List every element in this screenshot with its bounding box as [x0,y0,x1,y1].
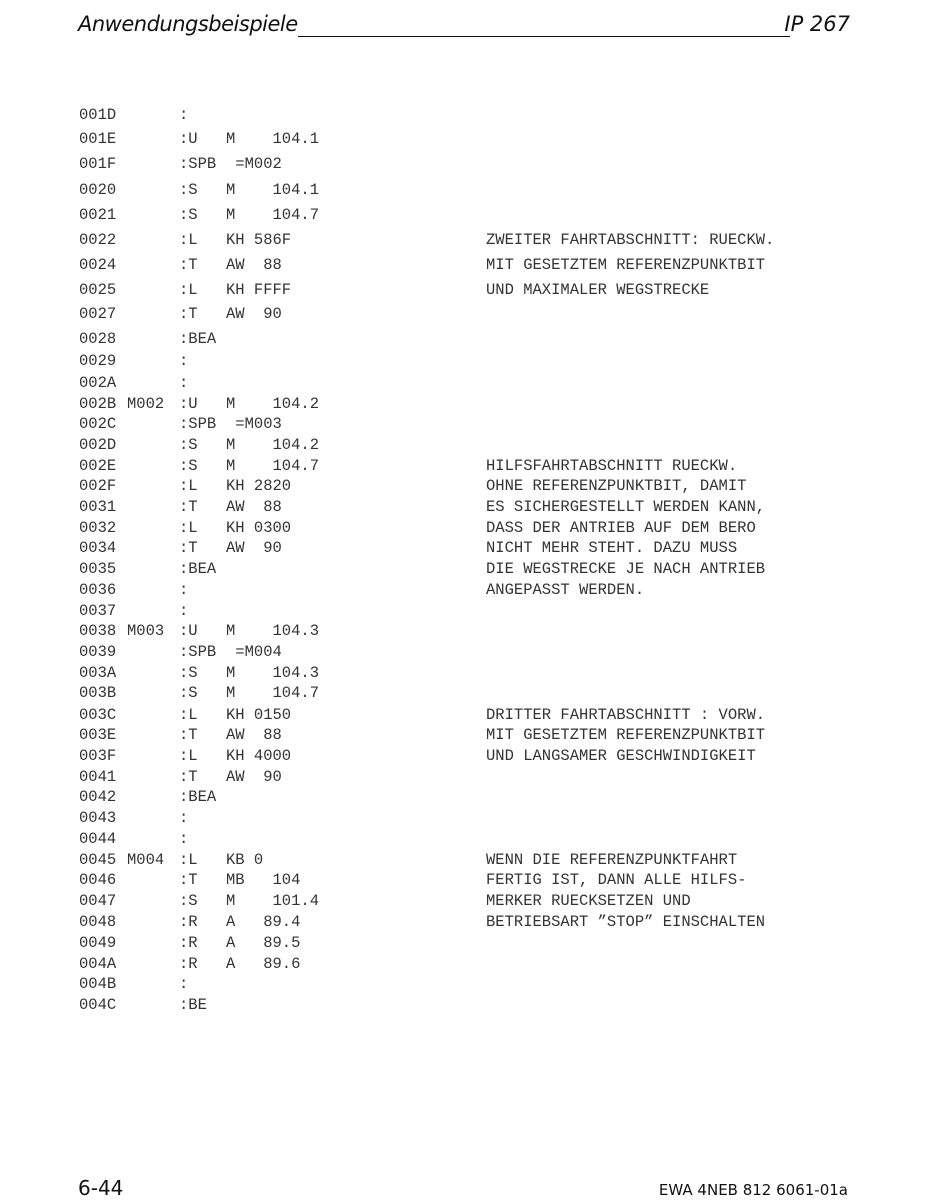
line-operation: :T [179,768,198,786]
line-operand: AW 90 [226,539,282,557]
section-title: Anwendungsbeispiele [78,12,298,36]
line-address: 0031 [79,498,117,516]
line-operand: MB 104 [226,871,301,889]
line-operation: : [179,809,189,827]
line-operation: :R [179,955,198,973]
line-operand: M 104.1 [226,130,320,148]
line-operation: :BEA [179,788,217,806]
line-operation: :T [179,539,198,557]
line-address: 002E [79,457,117,475]
line-operand: A 89.5 [226,934,301,952]
line-comment: MIT GESETZTEM REFERENZPUNKTBIT [486,256,766,274]
line-comment: WENN DIE REFERENZPUNKTFAHRT [486,851,738,869]
line-operand: A 89.4 [226,913,301,931]
line-comment: FERTIG IST, DANN ALLE HILFS- [486,871,747,889]
line-address: 0029 [79,352,117,370]
line-address: 0038 [79,622,117,640]
line-address: 003F [79,747,117,765]
line-address: 0048 [79,913,117,931]
line-operation: :S [179,181,198,199]
line-operand: KH FFFF [226,281,292,299]
line-operation: :SPB [179,155,217,173]
line-comment: BETRIEBSART ”STOP” EINSCHALTEN [486,913,766,931]
line-address: 001F [79,155,117,173]
line-address: 002B [79,395,117,413]
line-address: 0047 [79,892,117,910]
line-operation: : [179,352,189,370]
line-operation: :T [179,256,198,274]
line-operand: AW 90 [226,768,282,786]
header-rule [298,36,790,37]
line-comment: NICHT MEHR STEHT. DAZU MUSS [486,539,738,557]
line-operation: : [179,581,189,599]
line-operation: :BEA [179,330,217,348]
line-address: 0041 [79,768,117,786]
line-operand: AW 88 [226,256,282,274]
document-reference: EWA 4NEB 812 6061-01a [658,1181,848,1199]
line-operation: :S [179,664,198,682]
line-address: 003C [79,706,117,724]
line-address: 002F [79,477,117,495]
line-operation: : [179,975,189,993]
line-operation: :BE [179,996,207,1014]
line-address: 002A [79,374,117,392]
line-operation: :L [179,851,198,869]
line-operation: :T [179,305,198,323]
line-label: M002 [127,395,165,413]
line-operation: :L [179,231,198,249]
page-header [78,10,850,40]
line-comment: UND MAXIMALER WEGSTRECKE [486,281,710,299]
line-operation: :T [179,726,198,744]
line-address: 004B [79,975,117,993]
line-address: 001E [79,130,117,148]
line-operation: :S [179,892,198,910]
line-operation: :SPB [179,415,217,433]
line-operand: M 104.1 [226,181,320,199]
line-comment: DASS DER ANTRIEB AUF DEM BERO [486,519,756,537]
line-operation: :S [179,436,198,454]
line-operation: : [179,602,189,620]
line-operand: M 104.2 [226,395,320,413]
line-address: 002C [79,415,117,433]
line-address: 0021 [79,206,117,224]
line-address: 0045 [79,851,117,869]
line-operand: A 89.6 [226,955,301,973]
line-operation: :U [179,130,198,148]
line-operation: :U [179,395,198,413]
line-comment: MERKER RUECKSETZEN UND [486,892,691,910]
line-operand: AW 90 [226,305,282,323]
line-address: 003A [79,664,117,682]
line-operand: =M002 [226,155,282,173]
line-operand: M 104.3 [226,664,320,682]
line-operation: :L [179,706,198,724]
line-comment: MIT GESETZTEM REFERENZPUNKTBIT [486,726,766,744]
line-operation: :BEA [179,560,217,578]
line-operand: =M004 [226,643,282,661]
line-address: 0037 [79,602,117,620]
line-operation: :L [179,747,198,765]
line-address: 0028 [79,330,117,348]
line-comment: DRITTER FAHRTABSCHNITT : VORW. [486,706,766,724]
line-label: M004 [127,851,165,869]
line-address: 001D [79,106,117,124]
line-operation: :L [179,519,198,537]
line-address: 0035 [79,560,117,578]
line-address: 004A [79,955,117,973]
line-operand: M 104.2 [226,436,320,454]
line-operation: : [179,374,189,392]
line-comment: HILFSFAHRTABSCHNITT RUECKW. [486,457,738,475]
line-comment: ZWEITER FAHRTABSCHNITT: RUECKW. [486,231,775,249]
line-address: 0024 [79,256,117,274]
line-operand: KH 2820 [226,477,292,495]
line-operation: :S [179,684,198,702]
line-operand: AW 88 [226,726,282,744]
line-operand: =M003 [226,415,282,433]
line-operation: :T [179,871,198,889]
line-address: 004C [79,996,117,1014]
line-operand: KH 0150 [226,706,292,724]
line-operand: KH 586F [226,231,292,249]
line-operand: M 104.7 [226,206,320,224]
line-comment: UND LANGSAMER GESCHWINDIGKEIT [486,747,756,765]
line-address: 003E [79,726,117,744]
line-operation: : [179,106,189,124]
line-operand: KH 0300 [226,519,292,537]
line-address: 0027 [79,305,117,323]
line-operand: M 104.7 [226,457,320,475]
line-address: 0039 [79,643,117,661]
line-operand: KB 0 [226,851,264,869]
line-comment: ANGEPASST WERDEN. [486,581,645,599]
line-address: 0020 [79,181,117,199]
line-operation: :S [179,457,198,475]
page-number: 6-44 [78,1176,124,1200]
line-operation: :T [179,498,198,516]
line-address: 002D [79,436,117,454]
line-operation: :S [179,206,198,224]
line-operation: :SPB [179,643,217,661]
line-operation: : [179,830,189,848]
line-address: 0032 [79,519,117,537]
line-operation: :L [179,477,198,495]
line-operand: M 104.3 [226,622,320,640]
line-address: 0046 [79,871,117,889]
line-address: 0036 [79,581,117,599]
line-address: 0022 [79,231,117,249]
line-operation: :L [179,281,198,299]
line-comment: DIE WEGSTRECKE JE NACH ANTRIEB [486,560,766,578]
line-comment: ES SICHERGESTELLT WERDEN KANN, [486,498,766,516]
line-operand: AW 88 [226,498,282,516]
line-operation: :R [179,934,198,952]
product-code: IP 267 [784,12,850,36]
line-address: 0044 [79,830,117,848]
line-address: 0034 [79,539,117,557]
line-operand: M 101.4 [226,892,320,910]
line-address: 0042 [79,788,117,806]
line-address: 0049 [79,934,117,952]
line-comment: OHNE REFERENZPUNKTBIT, DAMIT [486,477,747,495]
line-operation: :U [179,622,198,640]
line-address: 0043 [79,809,117,827]
line-address: 003B [79,684,117,702]
line-operand: KH 4000 [226,747,292,765]
line-operand: M 104.7 [226,684,320,702]
line-address: 0025 [79,281,117,299]
line-label: M003 [127,622,165,640]
line-operation: :R [179,913,198,931]
